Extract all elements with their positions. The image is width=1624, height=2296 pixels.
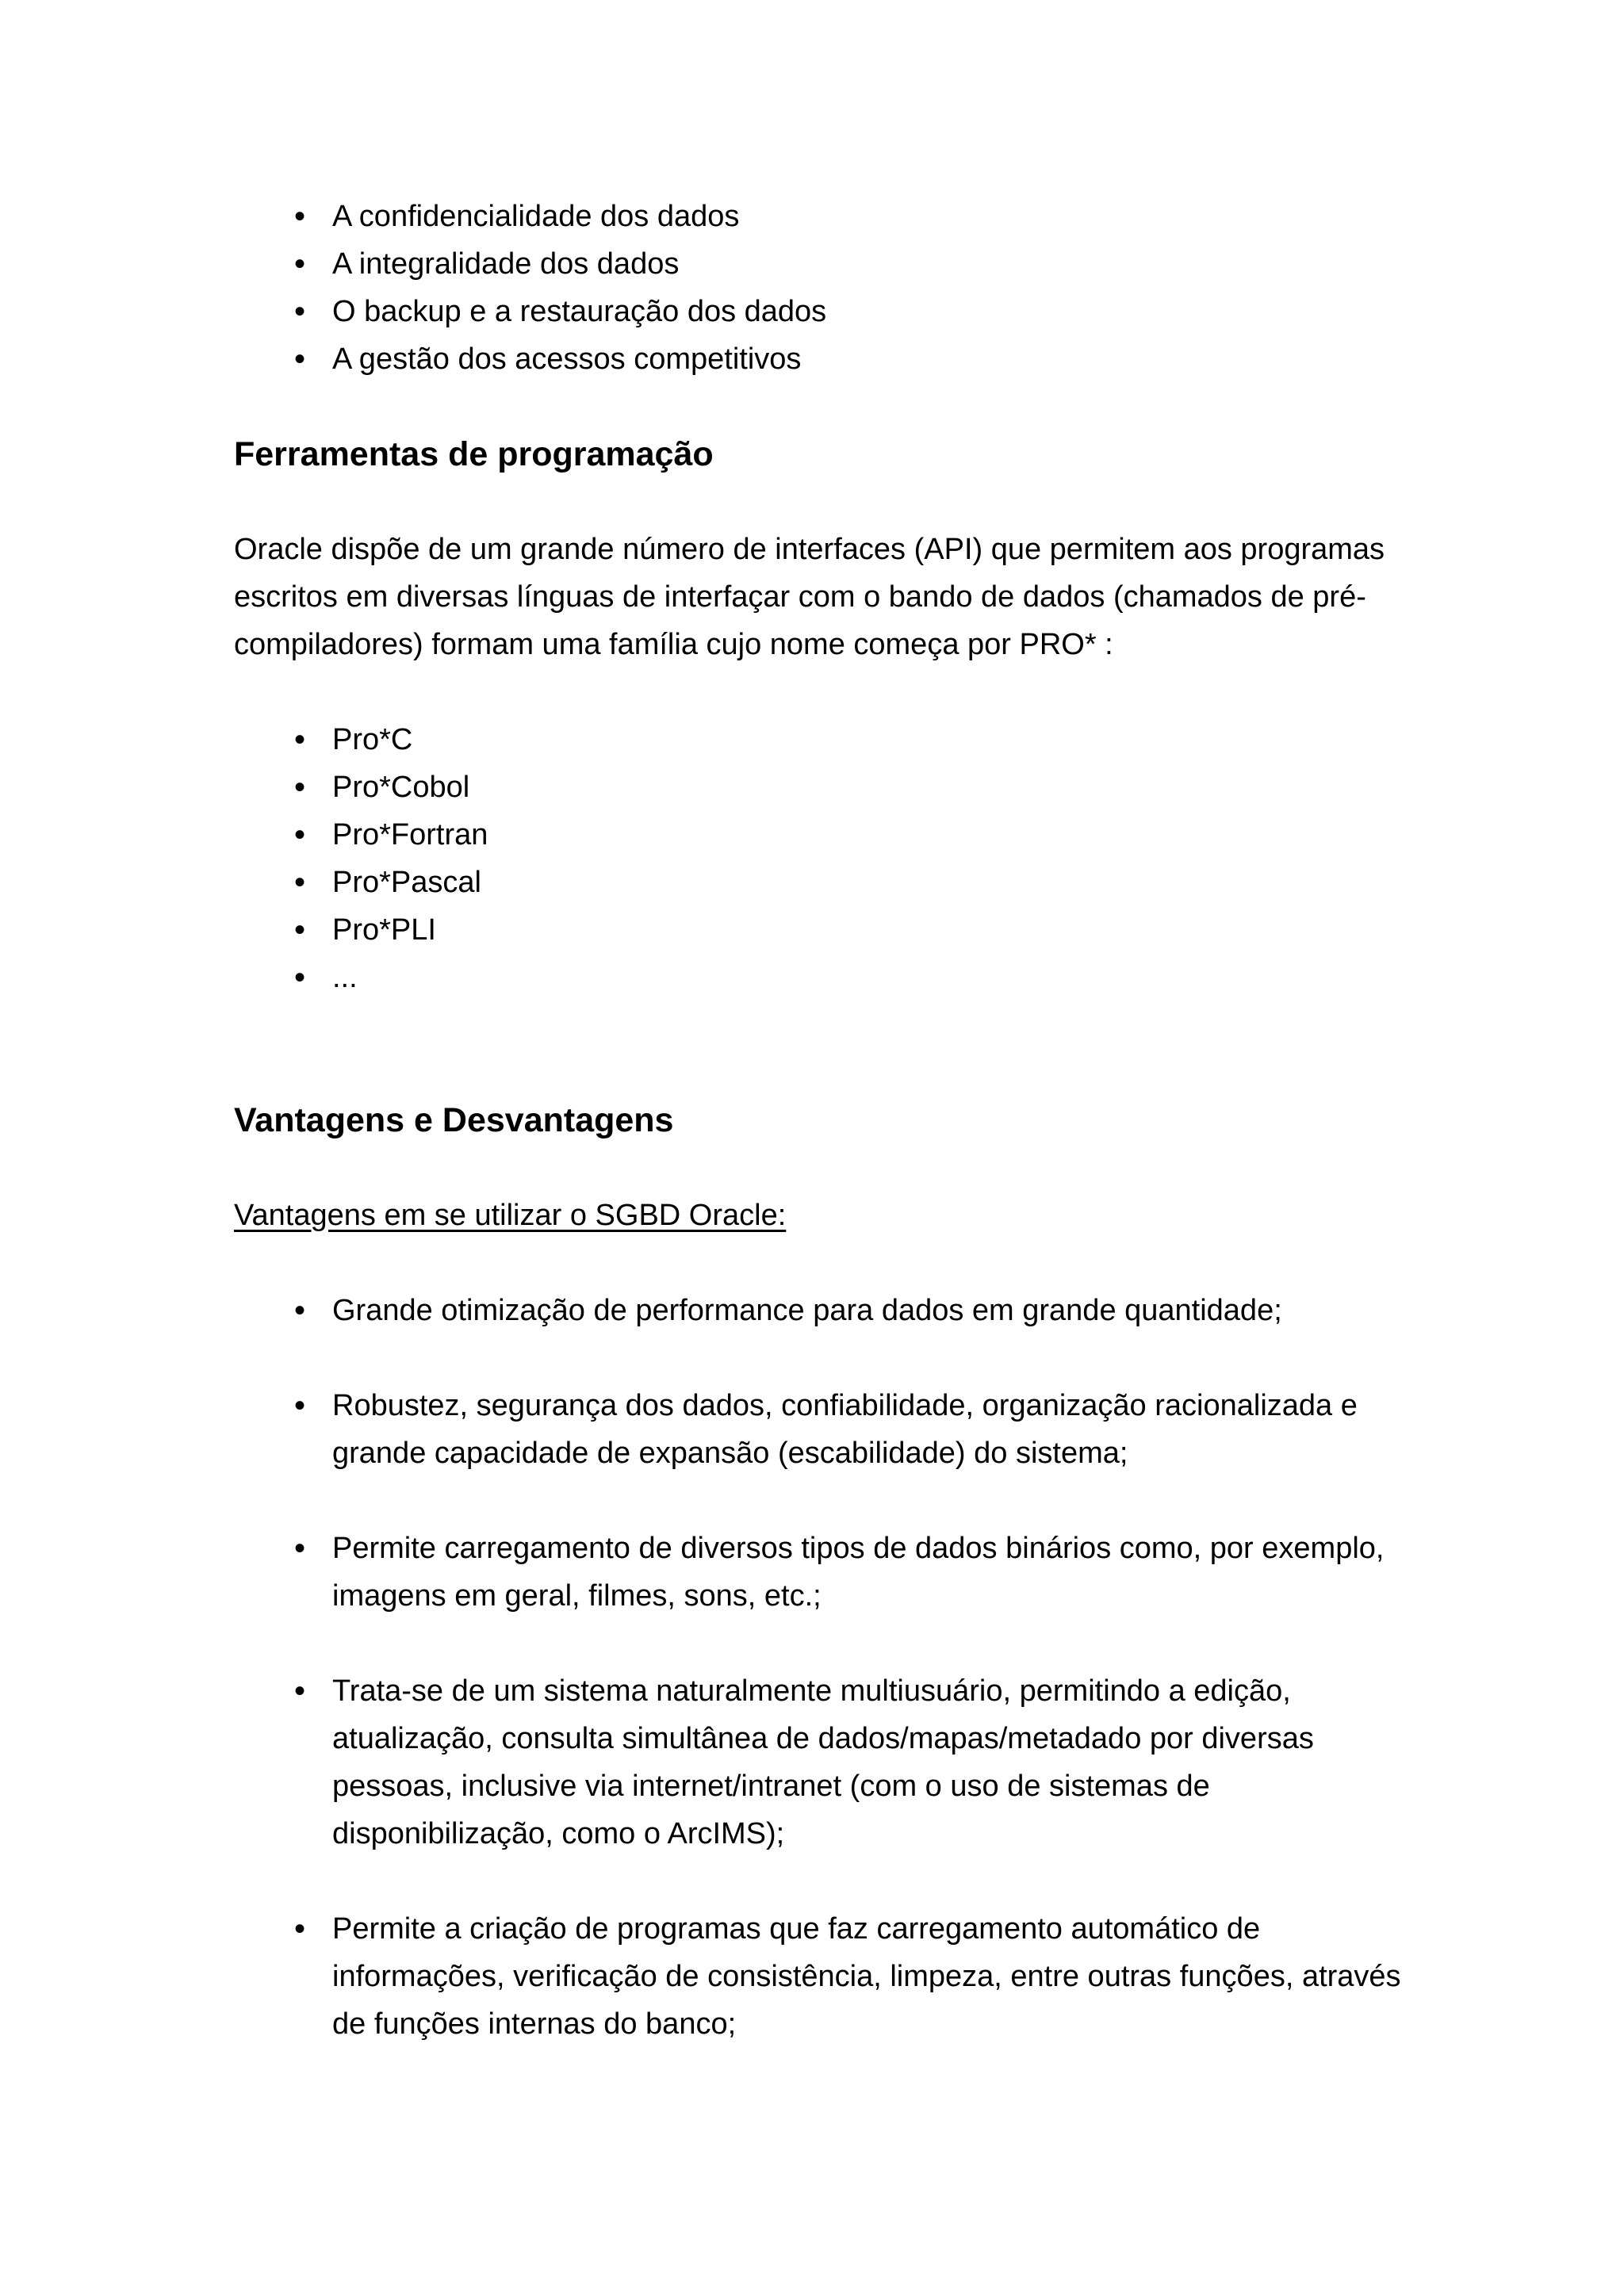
list-item-line: disponibilização, como o ArcIMS); — [332, 1817, 785, 1850]
list-item-text: Pro*Pascal — [332, 866, 481, 899]
list-item-text: Pro*C — [332, 723, 413, 756]
bullet-icon: • — [293, 1911, 305, 1946]
page-content — [234, 193, 1408, 2048]
list-item-line: grande capacidade de expansão (escabilidade) do sistema; — [332, 1437, 1128, 1470]
intro-list — [234, 193, 1408, 383]
list-item — [234, 335, 1408, 383]
list-item — [234, 193, 1408, 240]
list-item — [234, 240, 1408, 288]
bullet-icon: • — [293, 294, 305, 329]
subsection-heading — [234, 1192, 1408, 1239]
list-item — [234, 763, 1408, 811]
bullet-icon: • — [293, 722, 305, 757]
list-item — [234, 1525, 1408, 1620]
list-item-line: atualização, consulta simultânea de dados/mapas/metadado por diversas — [332, 1722, 1314, 1755]
section-heading-ferramentas: Ferramentas de programação — [234, 435, 714, 473]
list-item-text: A confidencialidade dos dados — [332, 200, 740, 233]
list-item — [234, 811, 1408, 859]
bullet-icon: • — [293, 247, 305, 281]
list-item-text: Pro*PLI — [332, 913, 436, 947]
list-item — [234, 716, 1408, 763]
paragraph-line: compiladores) formam uma família cujo nome começa por PRO* : — [234, 628, 1113, 661]
list-item-line: imagens em geral, filmes, sons, etc.; — [332, 1579, 822, 1613]
bullet-icon: • — [293, 960, 305, 995]
list-item — [234, 954, 1408, 1001]
list-item-line: Permite carregamento de diversos tipos de dados binários como, por exemplo, — [332, 1532, 1385, 1565]
bullet-icon: • — [293, 1531, 305, 1566]
bullet-icon: • — [293, 1674, 305, 1709]
list-item — [234, 859, 1408, 906]
list-item-line: Grande otimização de performance para dados em grande quantidade; — [332, 1294, 1282, 1327]
list-item-line: Robustez, segurança dos dados, confiabilidade, organização racionalizada e — [332, 1389, 1358, 1422]
subsection-heading-text: Vantagens em se utilizar o SGBD Oracle: — [234, 1199, 787, 1232]
advantages-list — [234, 1287, 1408, 2048]
bullet-icon: • — [293, 1293, 305, 1328]
list-item — [234, 1382, 1408, 1477]
list-item — [234, 1905, 1408, 2048]
list-item — [234, 906, 1408, 954]
section-paragraph — [234, 526, 1408, 668]
list-item-line: informações, verificação de consistência, limpeza, entre outras funções, através — [332, 1960, 1401, 1993]
bullet-icon: • — [293, 913, 305, 947]
bullet-icon: • — [293, 199, 305, 234]
list-item — [234, 1287, 1408, 1334]
paragraph-line: escritos em diversas línguas de interfaçar com o bando de dados (chamados de pré- — [234, 580, 1366, 614]
bullet-icon: • — [293, 770, 305, 805]
paragraph-line: Oracle dispõe de um grande número de interfaces (API) que permitem aos programas — [234, 533, 1385, 566]
bullet-icon: • — [293, 1388, 305, 1423]
list-item-text: Pro*Fortran — [332, 818, 488, 851]
list-item-line: pessoas, inclusive via internet/intranet (com o uso de sistemas de — [332, 1770, 1210, 1803]
list-item — [234, 288, 1408, 335]
section-heading-vantagens: Vantagens e Desvantagens — [234, 1101, 674, 1139]
list-item-text: Pro*Cobol — [332, 771, 470, 804]
list-item-text: O backup e a restauração dos dados — [332, 295, 827, 328]
bullet-icon: • — [293, 817, 305, 852]
list-item-text: ... — [332, 961, 358, 994]
list-item-line: Permite a criação de programas que faz carregamento automático de — [332, 1912, 1261, 1946]
bullet-icon: • — [293, 865, 305, 900]
pro-tools-list — [234, 716, 1408, 1001]
bullet-icon: • — [293, 342, 305, 377]
list-item-text: A integralidade dos dados — [332, 247, 680, 281]
list-item-text: A gestão dos acessos competitivos — [332, 342, 802, 376]
list-item — [234, 1667, 1408, 1858]
list-item-line: de funções internas do banco; — [332, 2007, 737, 2041]
list-item-line: Trata-se de um sistema naturalmente multiusuário, permitindo a edição, — [332, 1674, 1291, 1708]
